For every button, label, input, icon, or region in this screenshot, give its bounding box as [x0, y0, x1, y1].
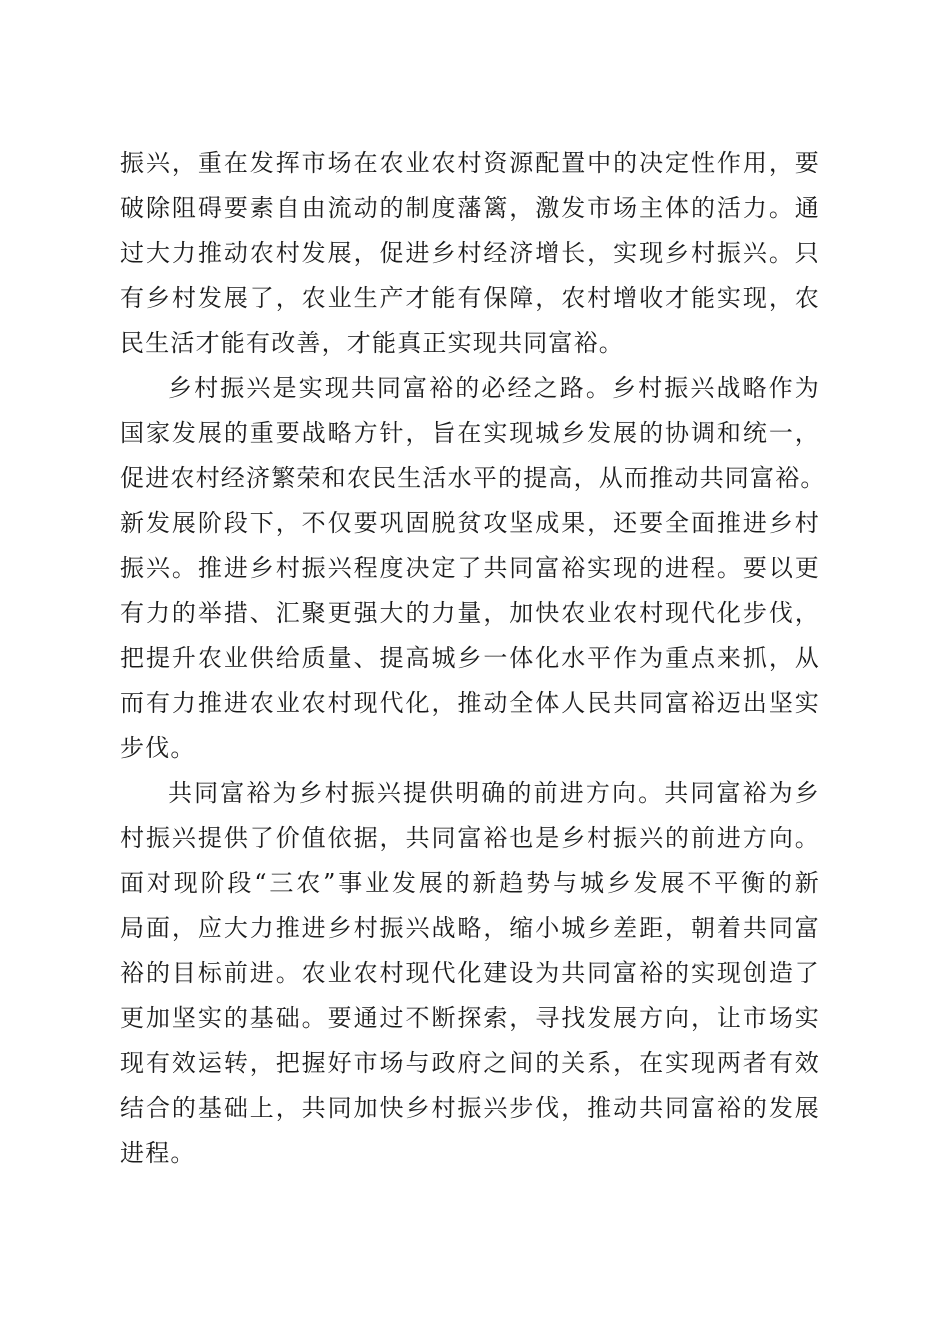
- text-line: 步伐。: [120, 734, 196, 762]
- text-line: 国家发展的重要战略方针，旨在实现城乡发展的协调和统一，: [120, 419, 820, 447]
- text-line: 共同富裕为乡村振兴提供明确的前进方向。共同富裕为乡: [168, 779, 820, 807]
- text-line: 新发展阶段下，不仅要巩固脱贫攻坚成果，还要全面推进乡村: [120, 509, 820, 537]
- text-line: 局面，应大力推进乡村振兴战略，缩小城乡差距，朝着共同富: [120, 914, 820, 942]
- text-line: 村振兴提供了价值依据，共同富裕也是乡村振兴的前进方向。: [120, 824, 820, 852]
- paragraph-1: [120, 143, 820, 363]
- text-line: 有乡村发展了，农业生产才能有保障，农村增收才能实现，农: [120, 284, 820, 312]
- text-line: 过大力推动农村发展，促进乡村经济增长，实现乡村振兴。只: [120, 239, 820, 267]
- text-line: 裕的目标前进。农业农村现代化建设为共同富裕的实现创造了: [120, 959, 820, 987]
- paragraph-2: [120, 368, 826, 768]
- text-line: 更加坚实的基础。要通过不断探索，寻找发展方向，让市场实: [120, 1004, 820, 1032]
- text-line: 有力的举措、汇聚更强大的力量，加快农业农村现代化步伐，: [120, 599, 820, 627]
- text-line: 结合的基础上，共同加快乡村振兴步伐，推动共同富裕的发展: [120, 1094, 820, 1122]
- text-line: 促进农村经济繁荣和农民生活水平的提高，从而推动共同富裕。: [120, 464, 826, 492]
- text-line: 现有效运转，把握好市场与政府之间的关系，在实现两者有效: [120, 1049, 820, 1077]
- text-line: 民生活才能有改善，才能真正实现共同富裕。: [120, 329, 624, 357]
- text-line: 而有力推进农业农村现代化，推动全体人民共同富裕迈出坚实: [120, 689, 820, 717]
- text-line: 把提升农业供给质量、提高城乡一体化水平作为重点来抓，从: [120, 644, 820, 672]
- paragraph-3: [120, 773, 820, 1173]
- text-line: 振兴。推进乡村振兴程度决定了共同富裕实现的进程。要以更: [120, 554, 820, 582]
- text-line: 振兴，重在发挥市场在农业农村资源配置中的决定性作用，要: [120, 149, 820, 177]
- document-body: [120, 143, 826, 1173]
- text-line: 进程。: [120, 1139, 196, 1167]
- text-line: 乡村振兴是实现共同富裕的必经之路。乡村振兴战略作为: [168, 374, 820, 402]
- text-line: 面对现阶段“三农”事业发展的新趋势与城乡发展不平衡的新: [120, 869, 820, 897]
- text-line: 破除阻碍要素自由流动的制度藩篱，激发市场主体的活力。通: [120, 194, 820, 222]
